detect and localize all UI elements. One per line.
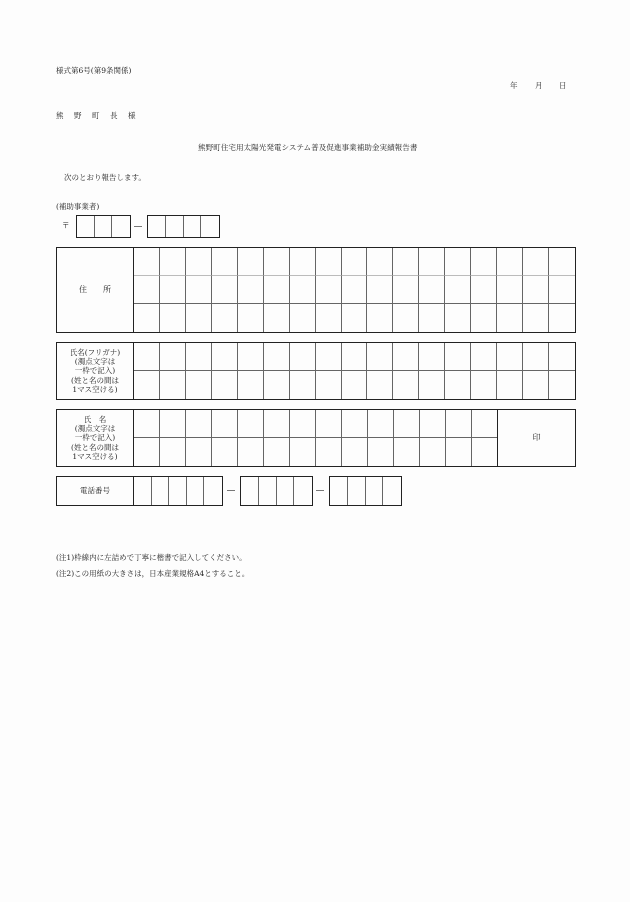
name-char-cell[interactable] <box>420 410 446 438</box>
address-char-cell[interactable] <box>393 276 419 304</box>
address-char-cell[interactable] <box>212 276 238 304</box>
address-char-cell[interactable] <box>523 276 549 304</box>
address-char-cell[interactable] <box>393 248 419 276</box>
phone-digit-cell[interactable] <box>383 477 401 505</box>
furigana-char-cell[interactable] <box>471 343 497 371</box>
phone-digit-cell[interactable] <box>259 477 277 505</box>
form-number: 様式第6号(第9条関係) <box>56 66 132 75</box>
furigana-char-cell[interactable] <box>523 343 549 371</box>
name-char-cell[interactable] <box>446 438 472 466</box>
address-char-cell[interactable] <box>471 276 497 304</box>
furigana-char-cell[interactable] <box>316 343 342 371</box>
postal-code-part2[interactable] <box>147 215 220 238</box>
address-char-cell[interactable] <box>160 276 186 304</box>
furigana-char-cell[interactable] <box>497 371 523 399</box>
phone-digit-cell[interactable] <box>366 477 384 505</box>
name-char-cell[interactable] <box>238 410 264 438</box>
address-char-cell[interactable] <box>367 304 393 332</box>
furigana-char-cell[interactable] <box>367 371 393 399</box>
furigana-char-cell[interactable] <box>549 343 575 371</box>
address-char-cell[interactable] <box>238 276 264 304</box>
name-char-cell[interactable] <box>186 410 212 438</box>
phone-digit-cell[interactable] <box>169 477 187 505</box>
furigana-label: 氏名(フリガナ) (濁点文字は 一枠で記入) (姓と名の間は 1マス空ける) <box>57 343 134 399</box>
addressee: 熊 野 町 長 様 <box>56 111 136 120</box>
name-char-cell[interactable] <box>472 438 498 466</box>
address-table <box>56 247 576 333</box>
address-char-cell[interactable] <box>419 304 445 332</box>
address-char-cell[interactable] <box>497 248 523 276</box>
name-char-cell[interactable] <box>420 438 446 466</box>
name-char-cell[interactable] <box>368 410 394 438</box>
name-char-cell[interactable] <box>446 410 472 438</box>
phone-digit-cell[interactable] <box>330 477 348 505</box>
furigana-char-cell[interactable] <box>316 371 342 399</box>
address-char-cell[interactable] <box>497 304 523 332</box>
name-char-cell[interactable] <box>134 410 160 438</box>
furigana-char-cell[interactable] <box>419 343 445 371</box>
phone-digit-cell[interactable] <box>134 477 152 505</box>
postal-mark: 〒 <box>62 221 70 230</box>
address-char-cell[interactable] <box>316 248 342 276</box>
furigana-char-cell[interactable] <box>186 371 212 399</box>
date-year-label: 年 <box>510 81 518 90</box>
furigana-char-cell[interactable] <box>160 343 186 371</box>
address-char-cell[interactable] <box>367 276 393 304</box>
name-char-cell[interactable] <box>290 438 316 466</box>
phone-part2-box <box>240 476 313 506</box>
address-char-cell[interactable] <box>419 248 445 276</box>
furigana-char-cell[interactable] <box>497 343 523 371</box>
address-char-cell[interactable] <box>316 276 342 304</box>
address-char-cell[interactable] <box>264 304 290 332</box>
address-char-cell[interactable] <box>445 304 471 332</box>
furigana-char-cell[interactable] <box>419 371 445 399</box>
phone-part1-box <box>56 476 223 506</box>
furigana-char-cell[interactable] <box>393 343 419 371</box>
address-char-cell[interactable] <box>160 304 186 332</box>
date-day-label: 日 <box>559 81 567 90</box>
phone-exchange-input[interactable] <box>241 477 312 505</box>
address-char-cell[interactable] <box>393 304 419 332</box>
phone-digit-cell[interactable] <box>152 477 170 505</box>
name-input-grid[interactable] <box>134 410 498 466</box>
phone-digit-cell[interactable] <box>187 477 205 505</box>
postal-dash <box>134 226 142 227</box>
name-char-cell[interactable] <box>160 438 186 466</box>
furigana-char-cell[interactable] <box>186 343 212 371</box>
address-char-cell[interactable] <box>445 248 471 276</box>
address-char-cell[interactable] <box>445 276 471 304</box>
applicant-label: (補助事業者) <box>56 202 100 211</box>
address-char-cell[interactable] <box>186 276 212 304</box>
name-char-cell[interactable] <box>394 410 420 438</box>
name-char-cell[interactable] <box>264 438 290 466</box>
furigana-char-cell[interactable] <box>160 371 186 399</box>
furigana-char-cell[interactable] <box>471 371 497 399</box>
phone-dash-2 <box>316 490 324 491</box>
phone-part3-box <box>329 476 402 506</box>
furigana-char-cell[interactable] <box>290 343 316 371</box>
phone-dash-1 <box>227 490 235 491</box>
postal-digit-cell[interactable] <box>95 216 113 237</box>
name-char-cell[interactable] <box>212 438 238 466</box>
address-char-cell[interactable] <box>290 248 316 276</box>
name-char-cell[interactable] <box>264 410 290 438</box>
note-1: (注1)枠線内に左詰めで丁寧に楷書で記入してください。 <box>56 553 247 562</box>
postal-digit-cell[interactable] <box>112 216 130 237</box>
phone-digit-cell[interactable] <box>277 477 295 505</box>
furigana-char-cell[interactable] <box>264 343 290 371</box>
name-char-cell[interactable] <box>186 438 212 466</box>
address-char-cell[interactable] <box>549 304 575 332</box>
address-char-cell[interactable] <box>134 304 160 332</box>
furigana-char-cell[interactable] <box>212 343 238 371</box>
name-label: 氏 名 (濁点文字は 一枠で記入) (姓と名の間は 1マス空ける) <box>57 410 134 466</box>
address-char-cell[interactable] <box>238 248 264 276</box>
address-char-cell[interactable] <box>471 304 497 332</box>
address-char-cell[interactable] <box>523 304 549 332</box>
address-char-cell[interactable] <box>497 276 523 304</box>
phone-area-code-input[interactable] <box>134 477 222 505</box>
name-char-cell[interactable] <box>238 438 264 466</box>
phone-label: 電話番号 <box>57 477 134 505</box>
postal-digit-cell[interactable] <box>166 216 184 237</box>
furigana-input-grid[interactable] <box>134 343 575 399</box>
postal-digit-cell[interactable] <box>184 216 202 237</box>
seal-box[interactable]: 印 <box>497 410 575 466</box>
name-table <box>56 409 576 467</box>
address-char-cell[interactable] <box>238 304 264 332</box>
address-label: 住 所 <box>57 248 134 332</box>
postal-digit-cell[interactable] <box>77 216 95 237</box>
name-char-cell[interactable] <box>472 410 498 438</box>
furigana-char-cell[interactable] <box>134 371 160 399</box>
address-char-cell[interactable] <box>549 248 575 276</box>
name-char-cell[interactable] <box>394 438 420 466</box>
phone-digit-cell[interactable] <box>348 477 366 505</box>
address-char-cell[interactable] <box>342 248 368 276</box>
address-char-cell[interactable] <box>264 276 290 304</box>
address-char-cell[interactable] <box>186 304 212 332</box>
furigana-char-cell[interactable] <box>445 371 471 399</box>
address-char-cell[interactable] <box>134 248 160 276</box>
address-char-cell[interactable] <box>549 276 575 304</box>
furigana-char-cell[interactable] <box>342 371 368 399</box>
note-2: (注2)この用紙の大きさは，日本産業規格A4とすること。 <box>56 569 250 578</box>
furigana-char-cell[interactable] <box>393 371 419 399</box>
phone-digit-cell[interactable] <box>294 477 312 505</box>
address-char-cell[interactable] <box>212 304 238 332</box>
address-char-cell[interactable] <box>316 304 342 332</box>
address-char-cell[interactable] <box>342 276 368 304</box>
address-input-grid[interactable] <box>134 248 575 332</box>
name-char-cell[interactable] <box>160 410 186 438</box>
phone-number-input[interactable] <box>330 477 401 505</box>
intro-text: 次のとおり報告します。 <box>64 173 146 182</box>
postal-code-part1[interactable] <box>76 215 131 238</box>
address-char-cell[interactable] <box>342 304 368 332</box>
furigana-char-cell[interactable] <box>342 343 368 371</box>
name-char-cell[interactable] <box>134 438 160 466</box>
date-month-label: 月 <box>535 81 543 90</box>
furigana-char-cell[interactable] <box>367 343 393 371</box>
postal-digit-cell[interactable] <box>148 216 166 237</box>
furigana-char-cell[interactable] <box>445 343 471 371</box>
address-char-cell[interactable] <box>212 248 238 276</box>
name-char-cell[interactable] <box>290 410 316 438</box>
name-char-cell[interactable] <box>342 410 368 438</box>
address-char-cell[interactable] <box>367 248 393 276</box>
address-char-cell[interactable] <box>290 276 316 304</box>
address-char-cell[interactable] <box>290 304 316 332</box>
address-char-cell[interactable] <box>419 276 445 304</box>
phone-digit-cell[interactable] <box>204 477 222 505</box>
name-char-cell[interactable] <box>212 410 238 438</box>
furigana-char-cell[interactable] <box>523 371 549 399</box>
name-char-cell[interactable] <box>316 438 342 466</box>
furigana-char-cell[interactable] <box>134 343 160 371</box>
furigana-char-cell[interactable] <box>212 371 238 399</box>
furigana-char-cell[interactable] <box>264 371 290 399</box>
furigana-char-cell[interactable] <box>549 371 575 399</box>
phone-digit-cell[interactable] <box>241 477 259 505</box>
name-char-cell[interactable] <box>342 438 368 466</box>
furigana-char-cell[interactable] <box>238 371 264 399</box>
address-char-cell[interactable] <box>523 248 549 276</box>
furigana-char-cell[interactable] <box>290 371 316 399</box>
postal-digit-cell[interactable] <box>201 216 219 237</box>
name-char-cell[interactable] <box>368 438 394 466</box>
address-char-cell[interactable] <box>471 248 497 276</box>
address-char-cell[interactable] <box>186 248 212 276</box>
furigana-char-cell[interactable] <box>238 343 264 371</box>
furigana-table <box>56 342 576 400</box>
page-title: 熊野町住宅用太陽光発電システム普及促進事業補助金実績報告書 <box>198 143 418 152</box>
address-char-cell[interactable] <box>134 276 160 304</box>
name-char-cell[interactable] <box>316 410 342 438</box>
address-char-cell[interactable] <box>160 248 186 276</box>
address-char-cell[interactable] <box>264 248 290 276</box>
